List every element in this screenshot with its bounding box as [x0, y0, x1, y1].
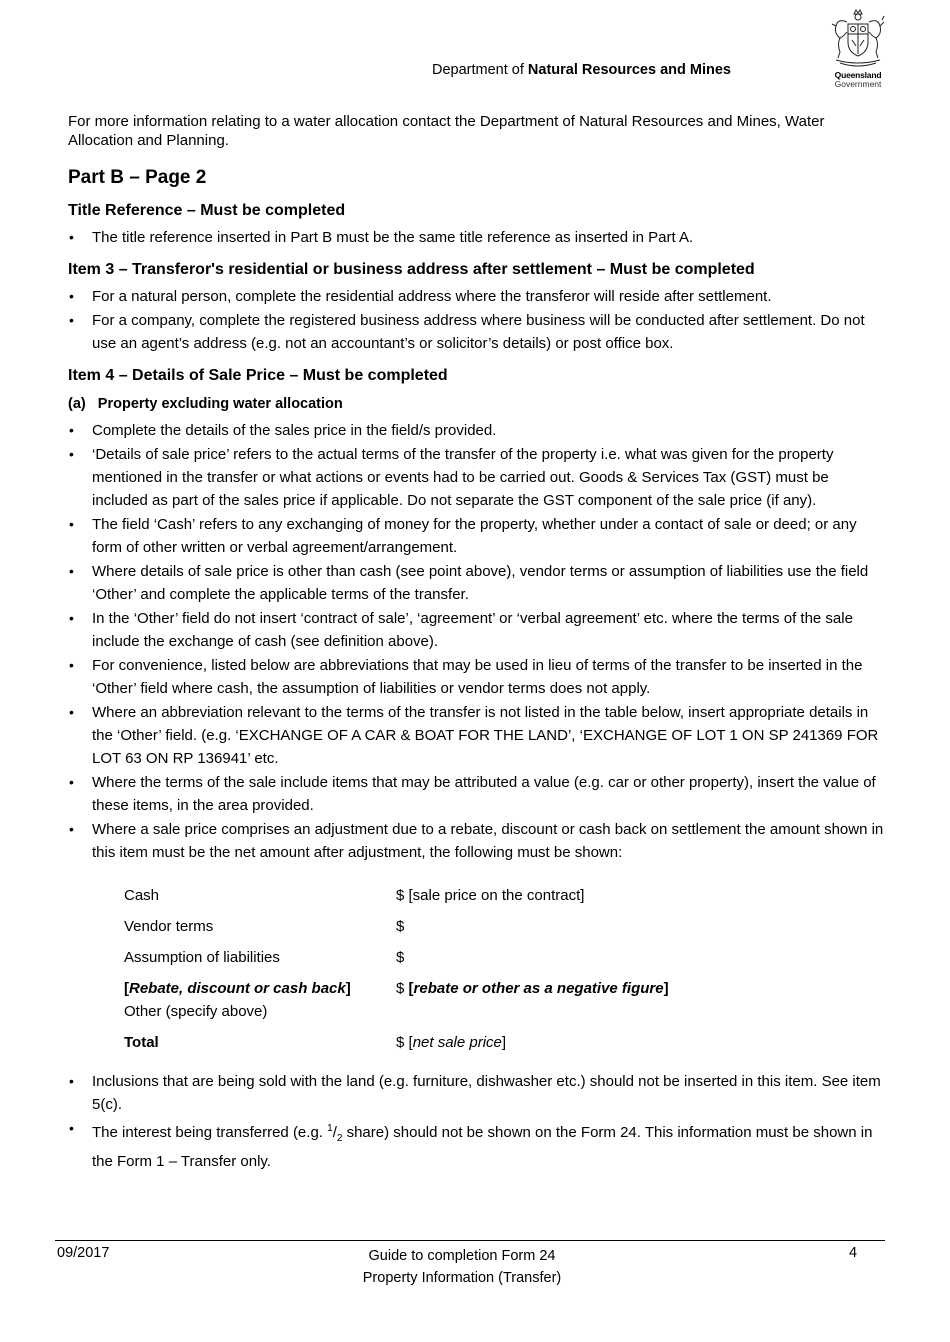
- list-item: • Inclusions that are being sold with the land (e.g. furniture, dishwasher etc.) should not be inserted in this item. See item 5(c).: [68, 1070, 888, 1116]
- list-item: • Where an abbreviation relevant to the terms of the transfer is not listed in the table below, insert appropriate details in the ‘Other’ field. (e.g. ‘EXCHANGE OF A CAR & BOAT FOR THE LAND’, ‘EXCHANGE OF LOT 1 ON SP 241369 FOR LOT 63 ON RP 136941’ etc.: [68, 701, 888, 770]
- rebate-bracket-open: [: [124, 980, 129, 997]
- list-item: • Where the terms of the sale include items that may be attributed a value (e.g. car or other property), insert the value of these items, in the area provided.: [68, 771, 888, 817]
- item3-list: [68, 285, 888, 355]
- rebate-value-close: ]: [663, 980, 669, 997]
- list-item: • Where details of sale price is other than cash (see point above), vendor terms or assumption of liabilities use the field ‘Other’ and complete the applicable terms of the transfer.: [68, 560, 888, 606]
- fraction-numerator: 1: [327, 1123, 333, 1134]
- rebate-value-open: [: [408, 980, 414, 997]
- list-item: • For convenience, listed below are abbreviations that may be used in lieu of terms of the transfer to be inserted in the ‘Other’ field where cash, the assumption of liabilities or vendor terms does not apply.: [68, 654, 888, 700]
- table-row: [124, 977, 669, 1031]
- footer-title-line1: Guide to completion Form 24: [368, 1248, 556, 1264]
- department-name: Natural Resources and Mines: [527, 62, 731, 78]
- total-label: Total: [124, 1034, 159, 1051]
- total-value-close: ]: [501, 1034, 507, 1051]
- vendor-terms-label: Vendor terms: [124, 918, 214, 935]
- footer-divider: [55, 1240, 885, 1241]
- footer-title: [330, 1245, 594, 1289]
- list-item: • Where a sale price comprises an adjustment due to a rebate, discount or cash back on settlement the amount shown in this item must be the net amount after adjustment, the following must be shown:: [68, 818, 888, 864]
- table-row: [124, 915, 669, 946]
- queensland-government-logo: [823, 8, 893, 96]
- rebate-label-cell: [124, 977, 396, 1031]
- list-item: • ‘Details of sale price’ refers to the actual terms of the transfer of the property i.e. what was given for the property mentioned in the transfer or what actions or events had to be carried out. Goods & Services Tax (GST) must be included as part of the sales price if applicable. Do not separate the GST component of the sale price (if any).: [68, 443, 888, 512]
- item4-subheading-a: (a) Property excluding water allocation: [68, 396, 343, 412]
- title-reference-heading: Title Reference – Must be completed: [68, 202, 346, 219]
- table-row: [124, 884, 669, 915]
- footer-title-line2: Property Information (Transfer): [362, 1270, 562, 1286]
- total-value: net sale price: [412, 1034, 502, 1051]
- logo-text-government: Government: [834, 79, 882, 89]
- coat-of-arms-icon: [828, 8, 888, 70]
- total-label-cell: [124, 1031, 396, 1062]
- list-item: • For a company, complete the registered business address where business will be conducted after settlement. Do not use an agent’s address (e.g. not an accountant’s or solicitor’s details) or post office box.: [68, 309, 888, 355]
- fraction-text-pre: The interest being transferred (e.g.: [92, 1124, 328, 1141]
- department-prefix: Department of: [432, 62, 528, 78]
- rebate-label: Rebate, discount or cash back: [129, 980, 346, 997]
- page-number: 4: [849, 1245, 858, 1261]
- department-header: [432, 62, 731, 78]
- list-item: • The title reference inserted in Part B must be the same title reference as inserted in Part A.: [68, 226, 888, 249]
- total-value-prefix: $ [: [396, 1034, 413, 1051]
- rebate-other-label: Other (specify above): [124, 1003, 268, 1020]
- list-item: • Complete the details of the sales price in the field/s provided.: [68, 419, 888, 442]
- rebate-bracket-close: ]: [345, 980, 351, 997]
- rebate-value-prefix: $: [396, 980, 409, 997]
- fraction-slash: /: [332, 1124, 337, 1141]
- fraction-denominator: 2: [336, 1133, 343, 1144]
- item4-list: [68, 419, 888, 864]
- total-value-cell: [396, 1031, 669, 1062]
- assumption-label: Assumption of liabilities: [124, 949, 280, 966]
- assumption-value: $: [396, 949, 405, 966]
- logo-text-queensland: Queensland: [834, 70, 882, 80]
- table-row: [124, 946, 669, 977]
- vendor-terms-value: $: [396, 918, 405, 935]
- fraction-text-post: share) should not be shown on the Form 24. This information must be shown in the Form 1 – Transfer only.: [92, 1124, 873, 1170]
- list-item: • For a natural person, complete the residential address where the transferor will reside after settlement.: [68, 285, 888, 308]
- title-reference-list: [68, 226, 888, 249]
- list-item: • The field ‘Cash’ refers to any exchanging of money for the property, whether under a contact of sale or deed; or any form of other written or verbal agreement/arrangement.: [68, 513, 888, 559]
- list-item: • In the ‘Other’ field do not insert ‘contract of sale’, ‘agreement’ or ‘verbal agreement’ etc. where the terms of the sale include the exchange of cash (see definition above).: [68, 607, 888, 653]
- sale-price-table: [124, 884, 669, 1062]
- item4-heading: Item 4 – Details of Sale Price – Must be completed: [68, 367, 448, 384]
- footer-date: 09/2017: [57, 1245, 110, 1261]
- cash-label: Cash: [124, 887, 160, 904]
- rebate-value-cell: [396, 977, 669, 1031]
- cash-value: $ [sale price on the contract]: [396, 887, 585, 904]
- item3-heading: Item 3 – Transferor's residential or business address after settlement – Must be completed: [68, 261, 755, 278]
- intro-paragraph: For more information relating to a water allocation contact the Department of Natural Resources and Mines, Water Allocation and Planning.: [68, 113, 825, 149]
- rebate-value: rebate or other as a negative figure: [413, 980, 664, 997]
- list-item-fraction: [68, 1117, 888, 1173]
- item4-after-list: [68, 1070, 888, 1173]
- main-content: [68, 112, 888, 1174]
- table-row: [124, 1031, 669, 1062]
- part-title: Part B – Page 2: [68, 167, 207, 188]
